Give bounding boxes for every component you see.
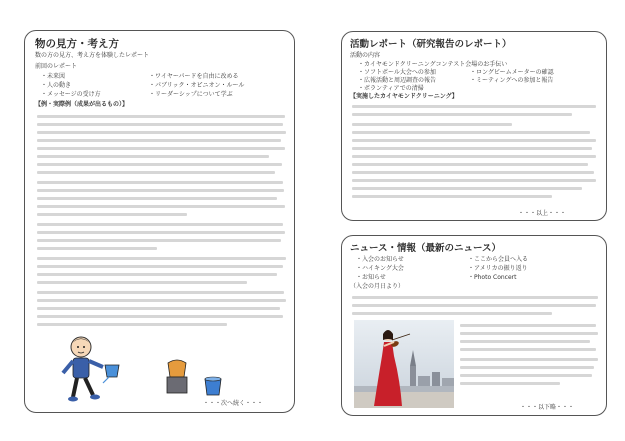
activity-item: ・ミーティングへの参加と報告 <box>470 77 554 84</box>
news-item: ・アメリカの振り返り <box>468 265 528 272</box>
bullet-item: ・人の動き <box>41 82 72 89</box>
news-item: ・ハイキング大会 <box>356 265 404 272</box>
bullet-item: ・ワイヤーパードを自由に改める <box>149 73 239 80</box>
activity-item: ・ソフトボール大会への参加 <box>358 69 436 76</box>
end-note: ・・・以下略・・・ <box>520 404 575 411</box>
article-title: 物の見方・考え方 <box>35 38 119 50</box>
section-label: 前回のレポート <box>35 63 78 70</box>
news-item: ・入会のお知らせ <box>356 256 404 263</box>
activity-item: ・カイヤモンドクリーニングコンテスト会場のお手伝い <box>358 61 508 68</box>
end-note: ・・・以上・・・ <box>518 210 567 217</box>
bullet-item: ・パブリック・オピニオン・ルール <box>149 82 245 89</box>
bullet-item: ・メッセージの受け方 <box>41 91 101 98</box>
news-item: ・ここから会員へ入る <box>468 256 529 263</box>
report-title: 活動レポート（研究報告のレポート） <box>350 39 512 50</box>
subheading: 【実施したカイヤモンドクリーニング】 <box>350 93 458 100</box>
activity-item: ・ロングビームメーターの確認 <box>470 69 554 76</box>
activity-item: ・広報活動と周辺調査の報告 <box>358 77 437 84</box>
feature-article-panel <box>24 30 295 413</box>
news-item: ・お知らせ <box>356 274 386 281</box>
example-heading: 【例・実際例（成果が出るもの）】 <box>35 101 129 108</box>
continue-note: ・・・次へ続く・・・ <box>203 400 264 407</box>
activity-report-panel <box>341 31 607 221</box>
news-item: ・Photo Concert <box>468 274 517 281</box>
news-panel <box>341 235 607 416</box>
news-date: （入会の月日より） <box>350 283 405 290</box>
news-title: ニュース・情報（最新のニュース） <box>350 243 502 254</box>
violinist-photo <box>354 320 454 408</box>
section-label: 活動の内容 <box>350 52 381 59</box>
bullet-item: ・リーダーシップについて学ぶ <box>149 91 233 98</box>
article-subtitle: 数の方の見方、考え方を体験したレポート <box>35 52 150 59</box>
bullet-item: ・未来図 <box>41 73 66 80</box>
activity-item: ・ボランティアでの清掃 <box>358 85 424 92</box>
